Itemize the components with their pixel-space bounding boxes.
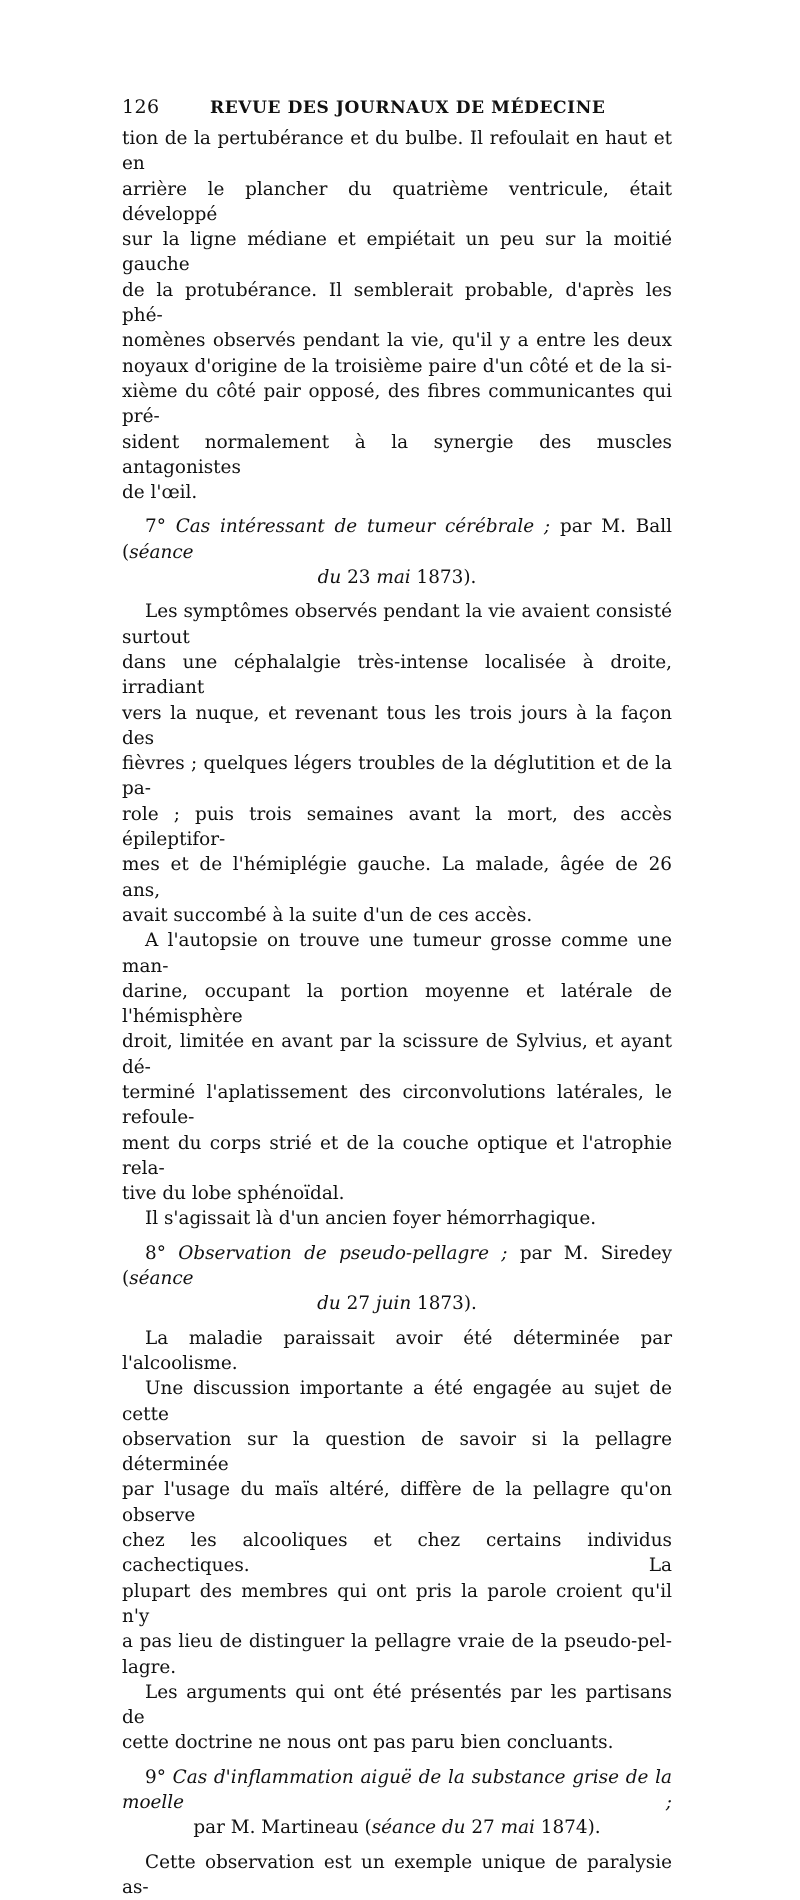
section-date: 23 [347, 567, 371, 589]
text-line: tive du lobe sphénoïdal. [122, 1183, 345, 1205]
section-month: mai [376, 567, 411, 589]
page-number: 126 [122, 96, 160, 118]
text-line: tion de la pertubérance et du bulbe. Il refoulait en haut et en [122, 128, 672, 175]
section-month: juin [375, 1293, 412, 1315]
text-line: lagre. [122, 1656, 177, 1678]
text-line: arrière le plancher du quatrième ventricule, était développé [122, 178, 672, 225]
body-text [122, 126, 672, 1900]
text-line: vers la nuque, et revenant tous les trois jours à la façon des [122, 702, 672, 749]
section-heading-7 [122, 514, 672, 590]
paragraph [122, 1206, 672, 1231]
text-line: sident normalement à la synergie des muscles antagonistes [122, 431, 672, 478]
section-title: Cas intéressant de tumeur cérébrale ; [175, 516, 551, 538]
section-date-prefix: du [317, 1293, 341, 1315]
text-line: avait succombé à la suite d'un de ces accès. [122, 904, 533, 926]
text-line: role ; puis trois semaines avant la mort, des accès épileptifor- [122, 803, 672, 851]
paragraph [122, 1326, 672, 1377]
section-session: séance [129, 541, 194, 563]
section-title: Cas d'inflammation aiguë de la substance grise de la moelle ; [122, 1766, 672, 1813]
section-session: séance [129, 1268, 194, 1290]
text-line: terminé l'aplatissement des circonvolutions latérales, le refoule- [122, 1081, 672, 1129]
text-line: Il s'agissait là d'un ancien foyer hémorrhagique. [145, 1208, 597, 1230]
text-line: de l'œil. [122, 482, 198, 504]
page-header [122, 96, 672, 118]
paragraph [122, 928, 672, 1206]
section-author: par M. Ball ( [122, 516, 672, 563]
section-heading-9 [122, 1765, 672, 1841]
section-number: 7° [145, 516, 166, 538]
section-author: par M. Martineau ( [193, 1817, 372, 1839]
text-line: A l'autopsie on trouve une tumeur grosse comme une man- [122, 930, 672, 977]
text-line: de la protubérance. Il semblerait probable, d'après les phé- [122, 279, 672, 327]
text-line: nomènes observés pendant la vie, qu'il y a entre les deux [122, 330, 672, 352]
text-line: noyaux d'origine de la troisième paire d'un côté et de la si- [122, 355, 672, 377]
text-line: fièvres ; quelques légers troubles de la déglutition et de la pa- [122, 753, 672, 800]
text-line: darine, occupant la portion moyenne et latérale de l'hémisphère [122, 980, 672, 1028]
section-year: 1873). [416, 567, 477, 589]
section-date-prefix: du [317, 567, 342, 589]
text-line: chez les alcooliques et chez certains individus cachectiques. La [122, 1530, 672, 1577]
section-heading-8 [122, 1241, 672, 1317]
section-session: séance [371, 1817, 437, 1839]
paragraph [122, 599, 672, 928]
paragraph-continuation [122, 126, 672, 505]
text-line: La maladie paraissait avoir été déterminée par l'alcoolisme. [122, 1327, 672, 1374]
section-date-prefix: du [441, 1817, 466, 1839]
text-line: Les symptômes observés pendant la vie avaient consisté surtout [122, 601, 672, 648]
section-number: 9° [145, 1766, 166, 1788]
text-line: observation sur la question de savoir si la pellagre déterminée [122, 1428, 672, 1476]
text-line: a pas lieu de distinguer la pellagre vraie de la pseudo-pel- [122, 1631, 672, 1653]
paragraph [122, 1850, 672, 1900]
text-line: ment du corps strié et de la couche optique et l'atrophie rela- [122, 1132, 672, 1179]
section-number: 8° [145, 1242, 166, 1264]
section-title: Observation de pseudo-pellagre ; [178, 1242, 508, 1264]
text-line: par l'usage du maïs altéré, diffère de la pellagre qu'on observe [122, 1479, 672, 1526]
text-line: sur la ligne médiane et empiétait un peu sur la moitié gauche [122, 229, 672, 276]
text-line: mes et de l'hémiplégie gauche. La malade, âgée de 26 ans, [122, 854, 672, 901]
section-year: 1873). [417, 1293, 477, 1315]
text-line: Une discussion importante a été engagée au sujet de cette [122, 1378, 672, 1425]
text-line: dans une céphalalgie très-intense localisée à droite, irradiant [122, 651, 672, 699]
section-author: par M. Siredey ( [122, 1242, 672, 1290]
text-line: xième du côté pair opposé, des fibres communicantes qui pré- [122, 380, 672, 428]
text-line: Cette observation est un exemple unique de paralysie as- [122, 1851, 672, 1898]
section-year: 1874). [540, 1817, 601, 1839]
running-head: REVUE DES JOURNAUX DE MÉDECINE [210, 98, 606, 118]
section-date: 27 [471, 1817, 495, 1839]
paragraph [122, 1680, 672, 1756]
text-line: plupart des membres qui ont pris la parole croient qu'il n'y [122, 1580, 672, 1627]
text-line: droit, limitée en avant par la scissure de Sylvius, et ayant dé- [122, 1031, 672, 1078]
section-date: 27 [346, 1293, 371, 1315]
paragraph [122, 1376, 672, 1680]
text-line: cette doctrine ne nous ont pas paru bien concluants. [122, 1732, 614, 1754]
section-month: mai [500, 1817, 535, 1839]
text-line: Les arguments qui ont été présentés par les partisans de [122, 1681, 672, 1729]
